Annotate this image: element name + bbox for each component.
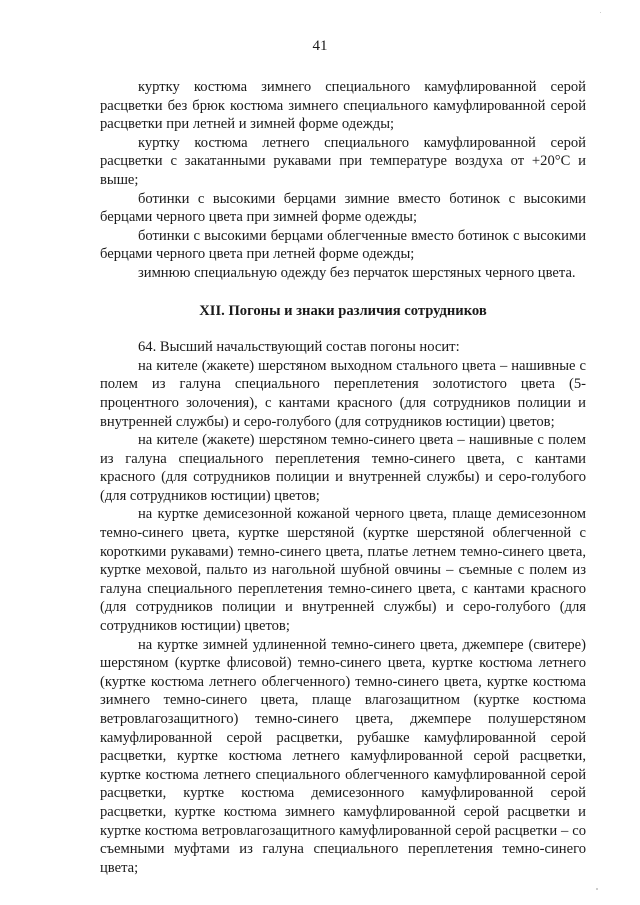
paragraph: на куртке демисезонной кожаной черного цвета, плаще демисезонном темно-синего цвета, куртке шерстяной (куртке шерстяной облегченной с короткими рукавами) темно-синего цвета, платье летнем темно-синего цвета, куртке меховой, пальто из нагольной шубной овчины – съемные с полем из галуна специального переплетения темно-синего цвета, с кантами красного (для сотрудников полиции и внутренней службы) и серо-голубого (для сотрудников юстиции) цветов; (100, 506, 586, 635)
paragraph: на куртке зимней удлиненной темно-синего цвета, джемпере (свитере) шерстяном (куртке флисовой) темно-синего цвета, куртке костюма летнего (куртке костюма летнего облегченного) темно-синего цвета, куртке костюма зимнего темно-синего цвета, плаще влагозащитном (куртке костюма ветровлагозащитного) темно-синего цвета, джемпере полушерстяном камуфлированной серой расцветки, рубашке камуфлированной серой расцветки, куртке костюма летнего камуфлированной серой расцветки, куртке костюма летнего специального облегченного камуфлированной серой расцветки, куртке костюма демисезонного камуфлированной серой расцветки, куртке костюма зимнего камуфлированной серой расцветки и куртке костюма ветровлагозащитного камуфлированной серой расцветки – со съемными муфтами из галуна специального переплетения темно-синего цвета; (100, 636, 586, 876)
section-heading-text: XII. Погоны и знаки различия сотрудников (199, 302, 487, 319)
section-heading (100, 302, 586, 321)
paragraph: ботинки с высокими берцами облегченные вместо ботинок с высокими берцами черного цвета при летней форме одежды; (100, 227, 586, 263)
scan-speck (600, 12, 601, 13)
page-body (100, 78, 586, 877)
paragraph: на кителе (жакете) шерстяном темно-синего цвета – нашивные с полем из галуна специального переплетения темно-синего цвета, с кантами красного (для сотрудников полиции и внутренней службы) и серо-голубого (для сотрудников юстиции) цветов; (100, 432, 586, 504)
paragraph: ботинки с высокими берцами зимние вместо ботинок с высокими берцами черного цвета при зимней форме одежды; (100, 190, 586, 226)
paragraph: зимнюю специальную одежду без перчаток шерстяных черного цвета. (138, 264, 576, 281)
paragraph: на кителе (жакете) шерстяном выходном стального цвета – нашивные с полем из галуна специального переплетения золотистого цвета (5-процентного золочения), с кантами красного (для сотрудников полиции и внутренней службы) и серо-голубого (для сотрудников юстиции) цветов; (100, 357, 586, 430)
paragraph: куртку костюма летнего специального камуфлированной серой расцветки с закатанными рукавами при температуре воздуха от +20°С и выше; (100, 134, 586, 188)
paragraph: 64. Высший начальствующий состав погоны носит: (138, 339, 460, 356)
scan-speck (596, 888, 598, 890)
page-number: 41 (312, 38, 328, 54)
paragraph: куртку костюма зимнего специального камуфлированной серой расцветки без брюк костюма зимнего специального камуфлированной серой расцветки при летней и зимней форме одежды; (100, 79, 586, 133)
